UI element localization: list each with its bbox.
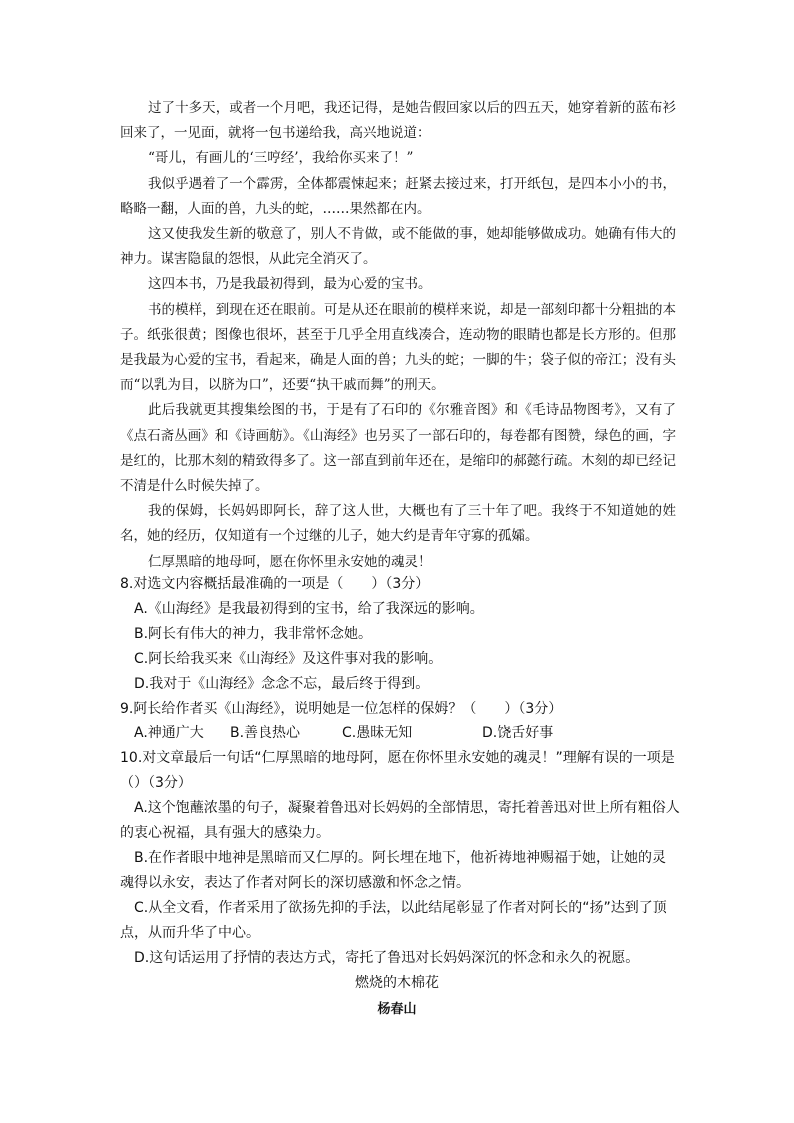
questions-section xyxy=(120,572,680,971)
question-9-option-a: A.神通广大 xyxy=(134,725,204,742)
question-8-stem: 8.对选文内容概括最准确的一项是（ ）（3分） xyxy=(120,576,430,592)
passage-paragraph: “哥儿，有画儿的‘三哼经’，我给你买来了！” xyxy=(148,150,414,167)
question-8-option-c: C.阿长给我买来《山海经》及这件事对我的影响。 xyxy=(134,650,443,667)
question-10-option-c: C.从全文看，作者采用了欲扬先抑的手法，以此结尾彰显了作者对阿长的“扬”达到了顶点，从而升华了中心。 xyxy=(120,899,667,941)
question-9-stem: 9.阿长给作者买《山海经》，说明她是一位怎样的保姆？（ ）（3分） xyxy=(120,700,563,717)
question-10-option-a: A.这个饱蘸浓墨的句子，凝聚着鲁迅对长妈妈的全部情思，寄托着善迅对世上所有粗俗人的衷心祝福，具有强大的感染力。 xyxy=(120,800,680,842)
question-9-option-b: B.善良热心 xyxy=(230,725,301,742)
passage-paragraph: 这四本书，乃是我最初得到，最为心爱的宝书。 xyxy=(148,276,432,293)
question-10-option-d: D.这句话运用了抒情的表达方式，寄托了鲁迅对长妈妈深沉的怀念和永久的祝愿。 xyxy=(134,949,640,966)
passage-paragraph: 此后我就更其搜集绘图的书，于是有了石印的《尔雅音图》和《毛诗品物图考》，又有了《点石斋丛画》和《诗画舫》。《山海经》也另买了一部石印的，每卷都有图赞，绿色的画，字是红的，比那木刻的精致得多了。这一部直到前年还在，是缩印的郝懿行疏。木刻的却已经记不清是什么时候失掉了。 xyxy=(120,402,676,495)
passage-paragraph: 过了十多天，或者一个月吧，我还记得，是她告假回家以后的四五天，她穿着新的蓝布衫回来了，一见面，就将一包书递给我，高兴地说道： xyxy=(120,100,676,142)
passage-paragraph: 仁厚黑暗的地母呵，愿在你怀里永安她的魂灵！ xyxy=(148,553,432,570)
question-8-option-a: A.《山海经》是我最初得到的宝书，给了我深远的影响。 xyxy=(134,600,484,617)
question-9-option-c: C.愚昧无知 xyxy=(342,725,413,742)
question-8-option-d: D.我对于《山海经》念念不忘，最后终于得到。 xyxy=(134,675,430,692)
question-9-options xyxy=(120,721,680,746)
passage-paragraph: 我似乎遇着了一个霹雳，全体都震悚起来；赶紧去接过来，打开纸包，是四本小小的书，略略一翻，人面的兽，九头的蛇，……果然都在内。 xyxy=(120,175,676,217)
question-10-option-b: B.在作者眼中地神是黑暗而又仁厚的。阿长埋在地下，他祈祷地神赐福于她，让她的灵魂得以永安，表达了作者对阿长的深切感激和怀念之情。 xyxy=(120,849,667,891)
passage-paragraph: 我的保姆，长妈妈即阿长，辞了这人世，大概也有了三十年了吧。我终于不知道她的姓名，她的经历，仅知道有一个过继的儿子，她大约是青年守寡的孤孀。 xyxy=(120,503,676,545)
next-passage-author: 杨春山 xyxy=(377,1002,417,1017)
passage-paragraph: 书的模样，到现在还在眼前。可是从还在眼前的模样来说，却是一部刻印都十分粗拙的本子。纸张很黄；图像也很坏，甚至于几乎全用直线凑合，连动物的眼睛也都是长方形的。但那是我最为心爱的宝书，看起来，确是人面的兽；九头的蛇；一脚的牛；袋子似的帝江；没有头而“以乳为目，以脐为口”，还要“执干戚而舞”的刑天。 xyxy=(120,301,676,394)
question-9-option-d: D.饶舌好事 xyxy=(482,725,554,742)
reading-passage xyxy=(120,96,676,575)
passage-paragraph: 这又使我发生新的敬意了，别人不肯做，或不能做的事，她却能够做成功。她确有伟大的神力。谋害隐鼠的怨恨，从此完全消灭了。 xyxy=(120,226,676,268)
question-10-stem: 10.对文章最后一句话“仁厚黑暗的地母阿，愿在你怀里永安她的魂灵！”理解有误的一项是（）（3分） xyxy=(120,750,675,792)
next-passage-title: 燃烧的木棉花 xyxy=(355,975,439,991)
question-8-option-b: B.阿长有伟大的神力，我非常怀念她。 xyxy=(134,625,373,642)
